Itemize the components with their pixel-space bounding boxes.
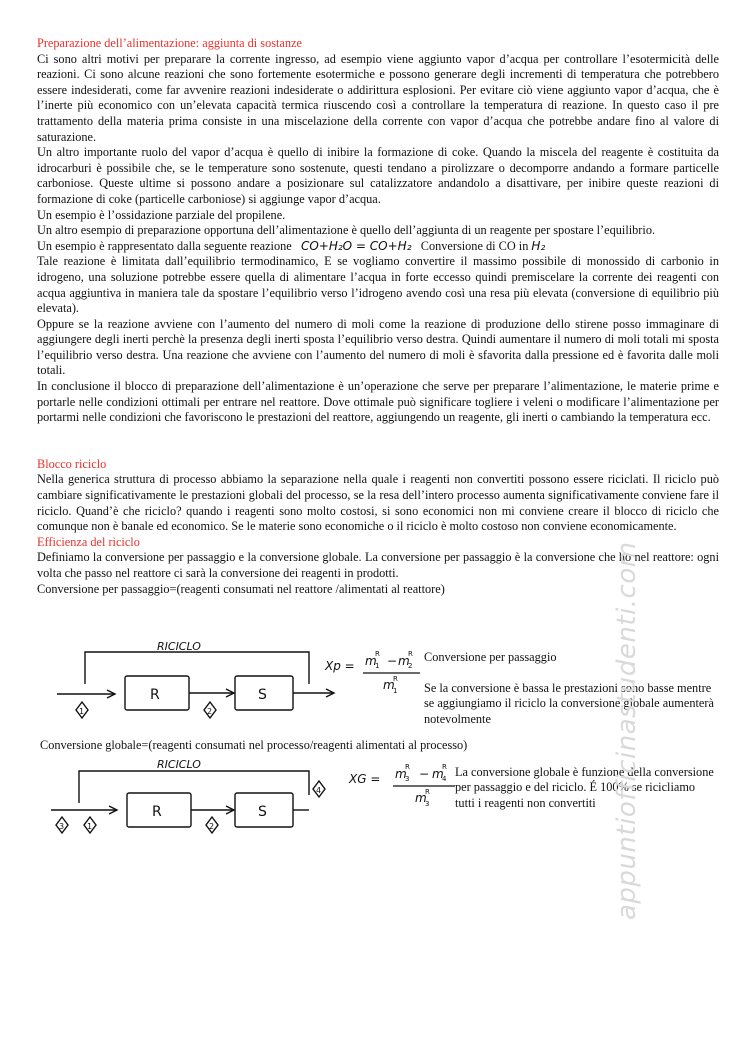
hydrogen-formula: H₂ <box>531 238 546 253</box>
paragraph: Oppure se la reazione avviene con l’aumento del numero di moli come la reazione di produzione dello stirene posso immaginare di aggiungere degli inerti perchè la presenza degli inerti sposta l’equilibrio verso destra. Quindi aumentare il numero di moli totali mi sposta l’equilibrio verso destra. Una reazione che avviene con l’aumento del numero di moli è sfavorita dalla pressione ed è favorita dalle moli totali. <box>37 316 719 378</box>
superscript: R <box>425 788 430 796</box>
paragraph: Tale reazione è limitata dall’equilibrio termodinamico, E se vogliamo convertire il massimo possibile di monossido di carbonio in idrogeno, una soluzione potrebbe essere quella di alimentare l’acqua in forte eccesso quindi premiscelare la corrente dei reagenti con acqua aggiuntiva in maniera tale da spostare l’equilibrio verso l’idrogeno avendo così una resa più elevata (conversione di equilibrio più elevata). <box>37 254 719 316</box>
section-heading-recycle-efficiency: Efficienza del riciclo <box>37 534 140 549</box>
superscript: R <box>408 650 413 658</box>
paragraph-reaction <box>37 239 719 255</box>
section-heading-feed-prep: Preparazione dell’alimentazione: aggiunta di sostanze <box>37 36 302 50</box>
recycle-label: RICICLO <box>157 758 201 771</box>
denominator-term: m <box>415 791 427 805</box>
numerator-term: m <box>432 767 444 781</box>
reaction-description: Conversione di CO in <box>420 238 529 253</box>
stream-number: 1 <box>87 822 93 831</box>
stream-number: 2 <box>209 822 215 831</box>
definition-global: Conversione globale=(reagenti consumati nel processo/reagenti alimentati al processo) <box>40 738 468 752</box>
formula-lhs: Xp = <box>325 659 355 673</box>
numerator-term: m <box>398 654 410 668</box>
paragraph: Nella generica struttura di processo abbiamo la separazione nella quale i reagenti non convertiti possono essere riciclati. Il riciclo può cambiare significativamente le prestazioni globali del processo, se la resa dell’intero processo aumenta significativamente conviene fare il riciclo. Quand’è che riciclo? quando i reagenti sono molto costosi, si sono economici non mi conviene creare il blocco di riciclo che comunque non è banale ed economico. Se le materie sono economiche o il riciclo è molto costoso non conviene economicamente. <box>37 472 719 534</box>
superscript: R <box>405 763 410 771</box>
document-body <box>37 36 719 597</box>
stream-number: 1 <box>79 707 85 716</box>
denominator-term: m <box>383 678 395 692</box>
reaction-intro: Un esempio è rappresentato dalla seguente reazione <box>37 238 292 253</box>
subscript: 3 <box>405 775 410 783</box>
reactor-label: R <box>152 804 162 820</box>
formula-lhs: XG = <box>349 772 381 786</box>
definition-per-pass: Conversione per passaggio=(reagenti consumati nel reattore /alimentati al reattore) <box>37 581 445 596</box>
caption-title-per-pass: Conversione per passaggio <box>424 650 557 664</box>
paragraph: Ci sono altri motivi per preparare la corrente ingresso, ad esempio viene aggiunto vapor d’acqua per controllare l’esotermicità delle reazioni. Ci sono alcune reazioni che sono fortemente esotermiche e possono generare degli incrementi di temperatura che potrebbero essere indesiderati, come far avvenire reazioni indesiderate o addirittura esplosioni. Per evitare ciò viene aggiunto vapor d’acqua, che è l’inerte più economico con un’elevata capacità termica riuscendo così a controllare la temperatura di reazione. In questo caso il pre trattamento della materia prima consiste in una miscelazione della corrente con vapor d’acqua che potrebbe andare fino al valore di saturazione. <box>37 51 719 144</box>
recycle-label: RICICLO <box>157 640 201 653</box>
caption-body-per-pass: Se la conversione è bassa le prestazioni sono basse mentre se aggiungiamo il riciclo la conversione globale aumenterà notevolmente <box>424 681 714 726</box>
section-heading-recycle: Blocco riciclo <box>37 456 107 471</box>
reactor-label: R <box>150 687 160 703</box>
recycle-line <box>85 652 309 684</box>
subscript: 1 <box>393 687 398 695</box>
reaction-equation: CO+H₂O = CO+H₂ <box>300 238 412 253</box>
subscript: 4 <box>442 775 447 783</box>
stream-number: 3 <box>59 822 65 831</box>
paragraph: Un esempio è l’ossidazione parziale del propilene. <box>37 207 286 222</box>
stream-number: 4 <box>316 786 322 795</box>
paragraph: Definiamo la conversione per passaggio e la conversione globale. La conversione per passaggio è la conversione che ho nel reattore: ogni volta che passo nel reattore ci sarà la conversione dei reagenti in prodotti. <box>37 550 719 580</box>
superscript: R <box>375 650 380 658</box>
paragraph: In conclusione il blocco di preparazione dell’alimentazione è un’operazione che serve per preparare l’alimentazione, le materie prime e portarle nelle condizioni ottimali per entrare nel reattore. Dove ottimale può significare togliere i veleni o modificare l’alimentazione per portarmi nelle condizioni che favoriscono le prestazioni del reattore, aggiungendo un reagente, gli inerti o cambiando la temperatura ecc. <box>37 379 719 425</box>
minus-sign: − <box>387 654 398 668</box>
watermark: appuntiofficinastudenti.com <box>612 541 642 920</box>
subscript: 1 <box>375 662 380 670</box>
flow-sketch-2 <box>37 755 337 845</box>
subscript: 3 <box>425 800 430 808</box>
numerator-term: m <box>365 654 377 668</box>
superscript: R <box>442 763 447 771</box>
numerator-term: m <box>395 767 407 781</box>
subscript: 2 <box>408 662 413 670</box>
formula-per-pass <box>325 644 425 704</box>
paragraph: Un altro esempio di preparazione opportuna dell’alimentazione è quello dell’aggiunta di un reagente per spostare l’equilibrio. <box>37 223 656 238</box>
minus-sign: − <box>419 767 430 781</box>
recycle-line <box>79 771 309 803</box>
paragraph: Un altro importante ruolo del vapor d’acqua è quello di inibire la formazione di coke. Quando la miscela del reagente è costituita da idrocarburi è possibile che, se le temperature sono sostenute, questi tendano a pirolizzare o decomporre andando a formare particelle carboniose. Queste ultime si possono andare a posizionare sul catalizzatore andandolo a disattivare, per inibire queste reazioni di formazione di coke (particelle carboniose) si aggiunge vapor d’acqua. <box>37 145 719 206</box>
superscript: R <box>393 675 398 683</box>
separator-label: S <box>258 804 267 820</box>
stream-number: 2 <box>207 707 213 716</box>
separator-label: S <box>258 687 267 703</box>
formula-global <box>349 757 459 817</box>
caption-global: La conversione globale è funzione della conversione per passaggio e del riciclo. É 100% se ricicliamo tutti i reagenti non convertiti <box>455 765 714 810</box>
